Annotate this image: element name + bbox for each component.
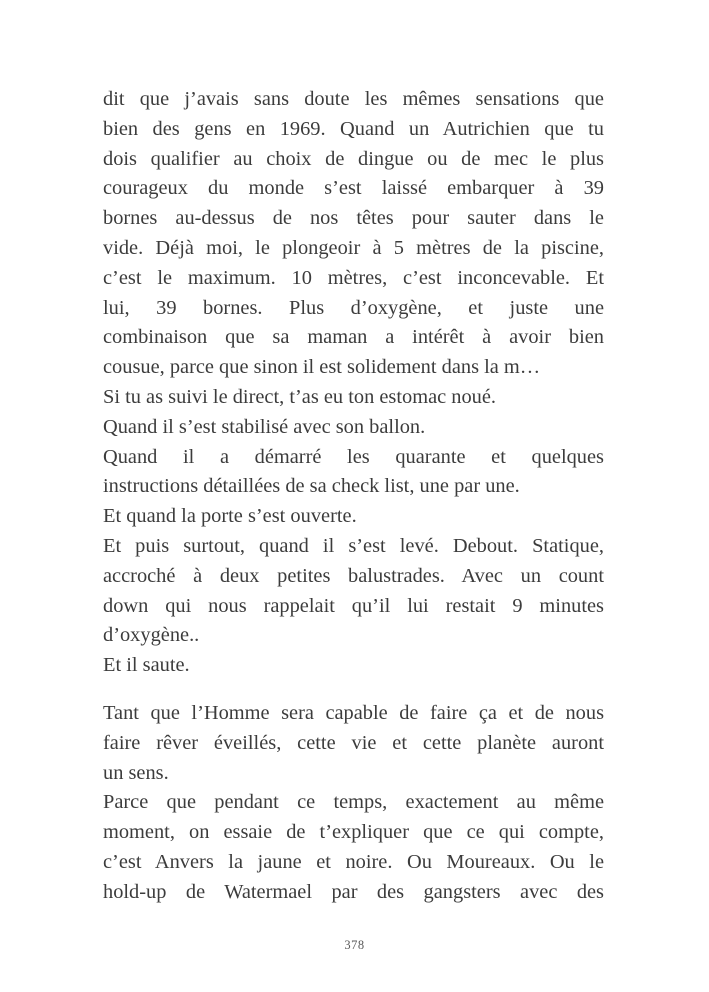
text-line: bornes au-dessus de nos têtes pour sauter dans le [103, 207, 604, 230]
text-line: Et quand la porte s’est ouverte. [103, 505, 357, 528]
text-line: Et puis surtout, quand il s’est levé. Debout. Statique, [103, 534, 604, 557]
paragraph [103, 788, 604, 907]
text-line: courageux du monde s’est laissé embarquer à 39 [103, 177, 604, 200]
text-line: combinaison que sa maman a intérêt à avoir bien [103, 326, 604, 349]
paragraph [103, 443, 604, 503]
text-block [103, 85, 604, 908]
text-line: Si tu as suivi le direct, t’as eu ton estomac noué. [103, 385, 496, 408]
text-line: bien des gens en 1969. Quand un Autrichien que tu [103, 117, 604, 140]
text-line: Quand il a démarré les quarante et quelques [103, 445, 604, 468]
text-line: Parce que pendant ce temps, exactement au même [103, 791, 604, 814]
text-line: un sens. [103, 761, 169, 784]
paragraph [103, 651, 604, 681]
text-line: lui, 39 bornes. Plus d’oxygène, et juste une [103, 296, 604, 319]
text-line: down qui nous rappelait qu’il lui restait 9 minutes [103, 594, 604, 617]
text-line: dit que j’avais sans doute les mêmes sensations que [103, 88, 604, 110]
text-line: d’oxygène.. [103, 624, 200, 647]
paragraph [103, 532, 604, 651]
text-line: Et il saute. [103, 654, 190, 677]
text-line: instructions détaillées de sa check list, une par une. [103, 475, 520, 498]
text-line: Tant que l’Homme sera capable de faire ça et de nous [103, 701, 604, 724]
text-line: dois qualifier au choix de dingue ou de mec le plus [103, 147, 604, 170]
text-line: c’est Anvers la jaune et noire. Ou Moureaux. Ou le [103, 850, 604, 873]
paragraph [103, 413, 604, 443]
paragraph [103, 85, 604, 383]
text-line: vide. Déjà moi, le plongeoir à 5 mètres de la piscine, [103, 236, 604, 259]
page-number: 378 [344, 938, 365, 952]
text-line: c’est le maximum. 10 mètres, c’est inconcevable. Et [103, 266, 604, 289]
text-line: hold-up de Watermael par des gangsters avec des [103, 880, 604, 903]
paragraph [103, 502, 604, 532]
paragraph [103, 383, 604, 413]
text-line: moment, on essaie de t’expliquer que ce qui compte, [103, 821, 604, 844]
text-line: faire rêver éveillés, cette vie et cette planète auront [103, 731, 604, 754]
paragraph [103, 699, 604, 788]
text-line: cousue, parce que sinon il est solidement dans la m… [103, 356, 541, 379]
text-line: accroché à deux petites balustrades. Avec un count [103, 564, 604, 587]
text-line: Quand il s’est stabilisé avec son ballon. [103, 415, 426, 438]
